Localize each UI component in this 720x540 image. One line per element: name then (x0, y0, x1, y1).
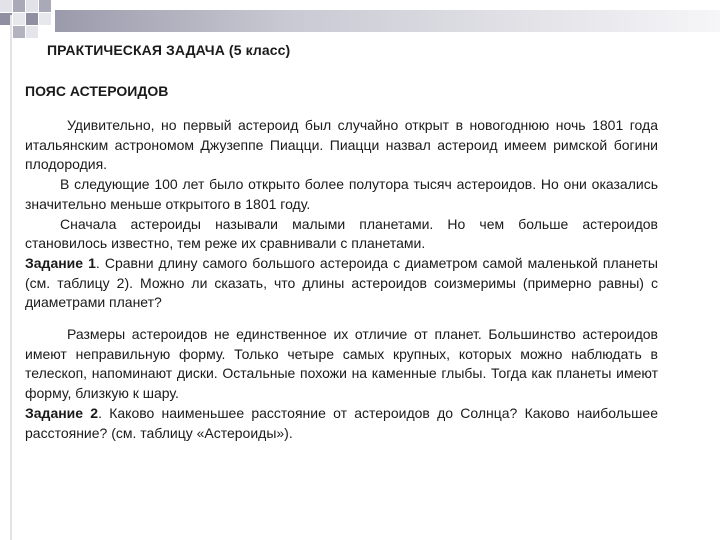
slide-header-decoration (0, 0, 720, 40)
paragraph-spacer (25, 313, 658, 325)
task-1 (25, 254, 658, 313)
paragraph-shape: Размеры астероидов не единственное их отличие от планет. Большинство астероидов имеют неправильную форму. Только четыре самых крупных, которых можно наблюдать в телескоп, напоминают диски. Остальные похожи на каменные глыбы. Тогда как планеты имеют форму, близкую к шару. (25, 326, 658, 402)
task-1-text: . Сравни длину самого большого астероида с диаметром самой маленькой планеты (см. таблицу 2). Можно ли сказать, что длины астероидов соизмеримы (примерно равны) с диаметрами планет? (25, 254, 658, 311)
paragraph-hundred-years: В следующие 100 лет было открыто более полутора тысяч астероидов. Но они оказались значительно меньше открытого в 1801 году. (25, 176, 658, 212)
task-2-label: Задание 2 (25, 404, 99, 421)
section-heading: ПОЯС АСТЕРОИДОВ (25, 83, 169, 99)
task-2-text: . Каково наименьшее расстояние от астероидов до Солнца? Каково наибольшее расстояние? (см. таблицу «Астероиды»). (25, 404, 658, 441)
page-title: ПРАКТИЧЕСКАЯ ЗАДАЧА (5 класс) (47, 42, 291, 58)
left-vertical-rule (10, 15, 12, 540)
task-1-label: Задание 1 (25, 254, 96, 271)
task-2 (25, 404, 658, 443)
paragraph-discovery: Удивительно, но первый астероид был случайно открыт в новогоднюю ночь 1801 года итальянским астрономом Джузеппе Пиацци. Пиацци назвал астероид имеем римской богини плодородия. (25, 117, 658, 173)
body-text (25, 116, 658, 443)
paragraph-small-planets: Сначала астероиды называли малыми планетами. Но чем больше астероидов становилось известно, тем реже их сравнивали с планетами. (25, 215, 658, 252)
